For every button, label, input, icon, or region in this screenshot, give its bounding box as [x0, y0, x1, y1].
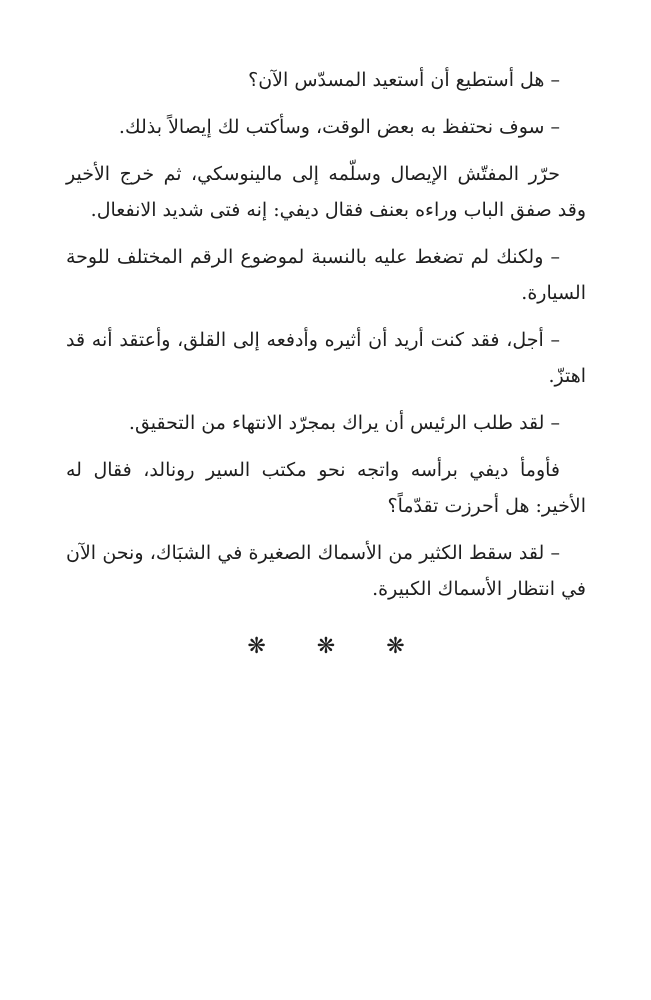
section-separator: ❋ ❋ ❋	[247, 634, 427, 659]
paragraph-7: فأومأ ديفي برأسه واتجه نحو مكتب السير رونالد، فقال له الأخير: هل أحرزت تقدّماً؟	[66, 459, 586, 517]
paragraph-8: – لقد سقط الكثير من الأسماك الصغيرة في الشبَاك، ونحن الآن في انتظار الأسماك الكبيرة.	[66, 542, 586, 600]
paragraph-1: – هل أستطيع أن أستعيد المسدّس الآن؟	[248, 69, 560, 91]
paragraph-4: – ولكنك لم تضغط عليه بالنسبة لموضوع الرقم المختلف للوحة السيارة.	[66, 246, 586, 304]
page-body	[66, 62, 586, 665]
paragraph-3: حرّر المفتّش الإيصال وسلّمه إلى مالينوسكي، ثم خرج الأخير وقد صفق الباب وراءه بعنف فقال ديفي: إنه فتى شديد الانفعال.	[66, 163, 586, 221]
paragraph-6: – لقد طلب الرئيس أن يراك بمجرّد الانتهاء من التحقيق.	[128, 412, 560, 434]
paragraph-2: – سوف نحتفظ به بعض الوقت، وسأكتب لك إيصالاً بذلك.	[118, 116, 560, 138]
paragraph-5: – أجل، فقد كنت أريد أن أثيره وأدفعه إلى القلق، وأعتقد أنه قد اهتزّ.	[66, 329, 586, 387]
